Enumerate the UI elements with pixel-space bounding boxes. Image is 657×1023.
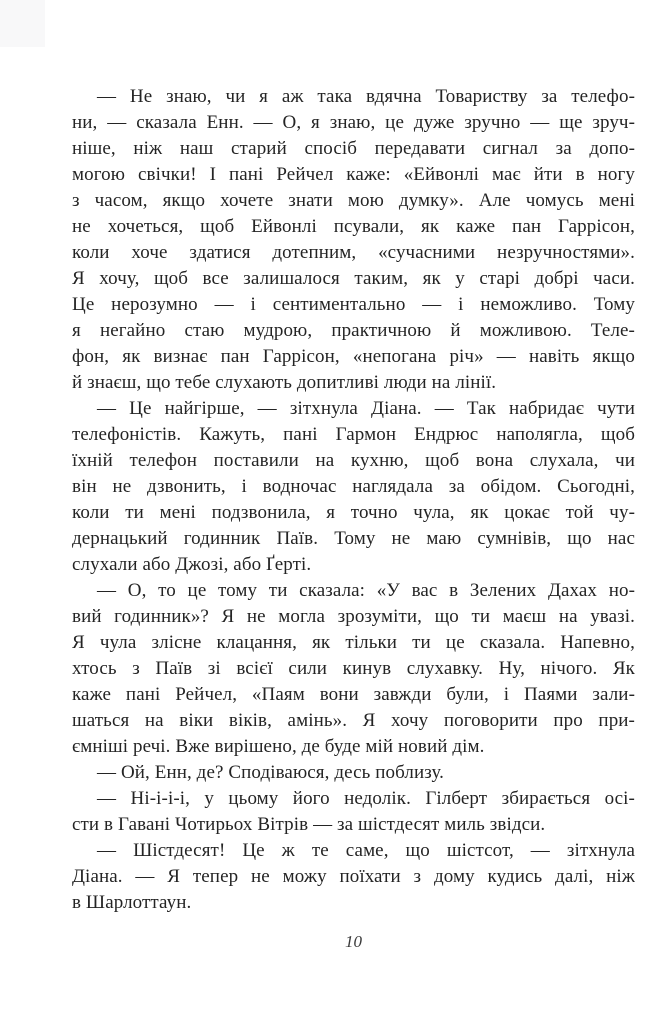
text-line: сти в Гавані Чотирьох Вітрів — за шістдесят миль звідси. [72,814,546,835]
text-line: — О, то це тому ти сказала: «У вас в Зелених Дахах но- [97,580,635,601]
text-line: їхній телефон поставили на кухню, щоб вона слухала, чи [72,450,635,471]
text-line: Я хочу, щоб все залишалося таким, як у старі добрі часи. [72,268,635,289]
text-line: ни, — сказала Енн. — О, я знаю, це дуже зручно — ще зруч- [72,112,635,133]
text-line: — Ой, Енн, де? Сподіваюся, десь поблизу. [97,762,445,783]
text-line: телефоністів. Кажуть, пані Гармон Ендрюс наполягла, щоб [72,424,635,445]
text-line: шаться на віки віків, амінь». Я хочу поговорити про при- [72,710,635,731]
page-corner-artifact [0,0,45,47]
text-line: коли ти мені подзвонила, я точно чула, як цокає той чу- [72,502,635,523]
text-line: вий годинник»? Я не могла зрозуміти, що ти маєш на увазі. [72,606,635,627]
text-line: — Шістдесят! Це ж те саме, що шістсот, — зітхнула [97,840,635,861]
text-line: з часом, якщо хочете знати мою думку». Але чомусь мені [72,190,635,211]
text-line: коли хоче здатися дотепним, «сучасними незручностями». [72,242,635,263]
text-line: каже пані Рейчел, «Паям вони завжди були, і Паями зали- [72,684,635,705]
text-line: й знаєш, що тебе слухають допитливі люди на лінії. [72,372,497,393]
text-line: дернацький годинник Паїв. Тому не маю сумнівів, що нас [72,528,635,549]
text-line: хтось з Паїв зі всієї сили кинув слухавку. Ну, нічого. Як [72,658,635,679]
text-line: — Ні-і-і-і, у цьому його недолік. Гілберт збирається осі- [97,788,635,809]
text-line: Діана. — Я тепер не можу поїхати з дому кудись далі, ніж [72,866,635,887]
text-line: слухали або Джозі, або Ґерті. [72,554,312,575]
text-line: — Це найгірше, — зітхнула Діана. — Так набридає чути [97,398,635,419]
page-text [72,84,635,916]
page-number: 10 [345,932,362,951]
text-line: не хочеться, щоб Ейвонлі псували, як каже пан Гаррісон, [72,216,635,237]
text-line: Це нерозумно — і сентиментально — і неможливо. Тому [72,294,635,315]
text-line: ніше, ніж наш старий спосіб передавати сигнал за допо- [72,138,635,159]
text-line: він не дзвонить, і водночас наглядала за обідом. Сьогодні, [72,476,635,497]
text-line: ємніші речі. Вже вирішено, де буде мій новий дім. [72,736,485,757]
text-line: — Не знаю, чи я аж така вдячна Товариству за телефо- [97,86,635,107]
text-line: могою свічки! І пані Рейчел каже: «Ейвонлі має йти в ногу [72,164,635,185]
text-line: в Шарлоттаун. [72,892,192,913]
text-line: я негайно стаю мудрою, практичною й можливою. Теле- [72,320,635,341]
text-line: Я чула злісне клацання, як тільки ти це сказала. Напевно, [72,632,635,653]
text-line: фон, як визнає пан Гаррісон, «непогана річ» — навіть якщо [72,346,635,367]
